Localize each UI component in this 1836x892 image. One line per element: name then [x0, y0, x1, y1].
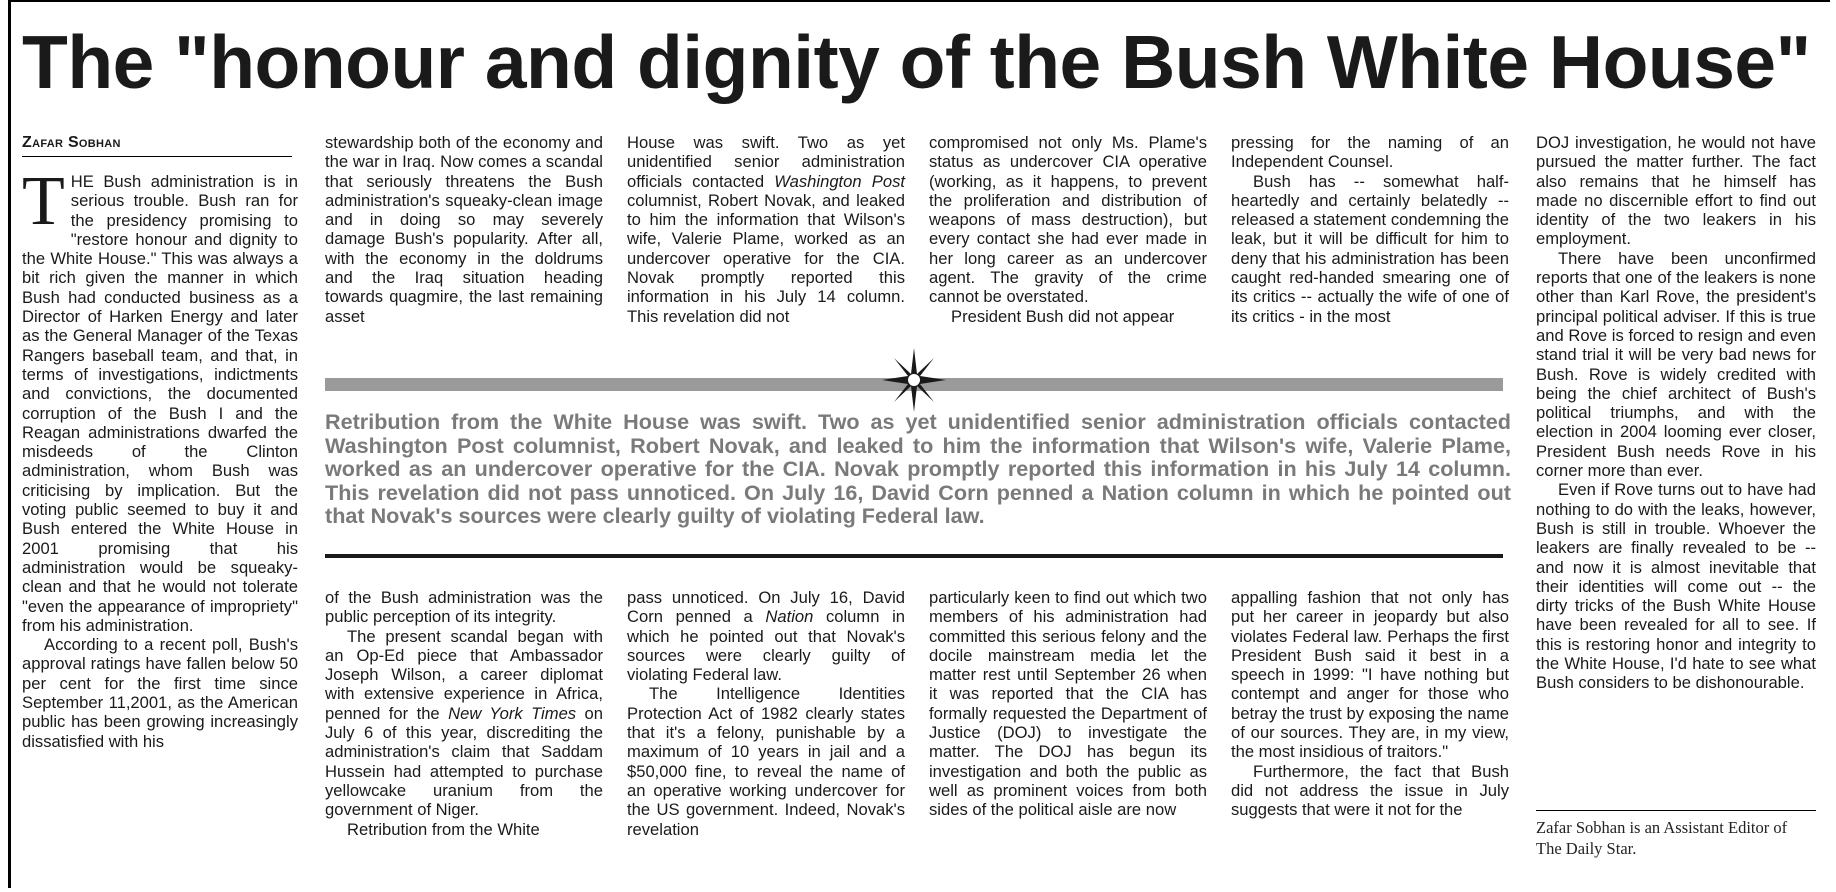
top-border-rule: [10, 0, 1830, 2]
column-5-bottom: [1231, 588, 1509, 820]
article-headline: The "honour and dignity of the Bush White House": [22, 20, 1811, 104]
col2-bottom-paragraph-2: [325, 627, 603, 820]
column-1: [22, 163, 298, 751]
col5-bottom-paragraph-1: appalling fashion that not only has put her career in jeopardy but also violates Federal law. Perhaps the first President Bush said it best in a speech in 1999: "I have nothing but contempt and anger for those who betray the trust by exposing the name of our sources. They are, in my view, the most insidious of traitors.": [1231, 588, 1509, 762]
col2-bottom-italic: New York Times: [448, 703, 577, 723]
col3-top-text: [627, 133, 905, 326]
col2-bottom-paragraph-3: Retribution from the White: [347, 819, 540, 839]
col3-bottom-paragraph-1: [627, 588, 905, 684]
col4-bottom-text: particularly keen to find out which two members of his administration had committed this serious felony and the docile mainstream media let the matter rest until September 26 when it was reported that the CIA has formally requested the Department of Justice (DOJ) to investigate the matter. The DOJ has begun its investigation and both the public as well as prominent voices from both sides of the political aisle are now: [929, 588, 1207, 820]
starburst-ornament-icon: [882, 348, 946, 412]
col2-bottom-p2-a: The present scandal began with an Op-Ed piece that Ambassador Joseph Wilson, a career diplomat with extensive experience in Africa, penned for the: [325, 626, 603, 723]
col3-bottom-paragraph-2: The Intelligence Identities Protection Act of 1982 clearly states that it's a felony, punishable by a maximum of 10 years in jail and a $50,000 fine, to reveal the name of an operative working undercover for the US government. Indeed, Novak's revelation: [627, 684, 905, 839]
drop-cap: T: [22, 163, 65, 240]
col1-paragraph-2: According to a recent poll, Bush's approval ratings have fallen below 50 per cent for the first time since September 11,2001, as the American public has been growing increasingly dissatisfied with his: [22, 635, 298, 751]
col4-top-paragraph-1: compromised not only Ms. Plame's status as undercover CIA operative (working, as it happens, to prevent the proliferation and distribution of weapons of mass destruction), but every contact she had ever made in her long career as an undercover agent. The gravity of the crime cannot be overstated.: [929, 133, 1207, 307]
pullquote-bottom-rule: [325, 554, 1503, 558]
col3-top-text-a: House was swift. Two as yet unidentified senior administration officials contacted: [627, 133, 905, 191]
column-3-top: [627, 133, 905, 326]
column-3-bottom: [627, 588, 905, 839]
column-4-bottom: [929, 588, 1207, 820]
column-4-top: [929, 133, 1207, 326]
col3-top-italic: Washington Post: [774, 171, 905, 191]
col2-top-text: stewardship both of the economy and the war in Iraq. Now comes a scandal that seriously threatens the Bush administration's squeaky-clean image and in doing so may severely damage Bush's popularity. After all, with the economy in the doldrums and the Iraq situation heading towards quagmire, the last remaining asset: [325, 133, 603, 326]
col4-top-paragraph-2: President Bush did not appear: [951, 306, 1175, 326]
col3-bottom-italic: Nation: [765, 607, 814, 627]
col3-top-text-c: columnist, Robert Novak, and leaked to him the information that Wilson's wife, Valerie Plame, worked as an undercover operative for the CIA. Novak promptly reported this information in his July 14 column. This revelation did not: [627, 190, 905, 326]
col2-bottom-p2-c: on July 6 of this year, discrediting the administration's claim that Saddam Hussein had attempted to purchase yellowcake uranium from the government of Niger.: [325, 703, 603, 820]
col6-paragraph-2: There have been unconfirmed reports that one of the leakers is none other than Karl Rove, the president's principal political adviser. If this is true and Rove is forced to resign and even stand trial it will be very bad news for Bush. Rove is widely credited with being the chief architect of Bush's political triumphs, and with the election in 2004 looming ever closer, President Bush needs Rove in his corner more than ever.: [1536, 248, 1816, 481]
col1-p1-text: HE Bush administration is in serious trouble. Bush ran for the presidency promising to "restore honour and dignity to the White House." This was always a bit rich given the manner in which Bush had conducted business as a Director of Harken Energy and later as the General Manager of the Texas Rangers baseball team, and that, in terms of investigations, indictments and convictions, the documented corruption of the Bush I and the Reagan administrations dwarfed the misdeeds of the Clinton administration, whom Bush was criticising by implication. But the voting public seemed to buy it and Bush entered the White House in 2001 promising that his administration would be squeaky-clean and that he would not tolerate "even the appearance of impropriety" from his administration.: [22, 172, 298, 635]
left-border-rule: [8, 0, 11, 888]
column-6: [1536, 133, 1816, 693]
col3-bottom-p1-c: column in which he pointed out that Novak's sources were clearly guilty of violating Federal law.: [627, 607, 905, 685]
column-5-top: [1231, 133, 1509, 326]
col1-paragraph-1: [22, 163, 298, 635]
col6-paragraph-1: DOJ investigation, he would not have pursued the matter further. The fact also remains that he himself has made no discernible effort to find out identity of the two leakers in his employment.: [1536, 133, 1816, 249]
col5-top-paragraph-2: Bush has -- somewhat half-heartedly and certainly belatedly -- released a statement condemning the leak, but it will be difficult for him to deny that his administration has been caught red-handed smearing one of its critics -- actually the wife of one of its critics - in the most: [1231, 171, 1509, 326]
col5-top-paragraph-1: pressing for the naming of an Independent Counsel.: [1231, 133, 1509, 172]
column-2-bottom: [325, 588, 603, 839]
pull-quote: Retribution from the White House was swift. Two as yet unidentified senior administration officials contacted Washington Post columnist, Robert Novak, and leaked to him the information that Wilson's wife, Valerie Plame, worked as an undercover operative for the CIA. Novak promptly reported this information in his July 14 column. This revelation did not pass unnoticed. On July 16, David Corn penned a Nation column in which he pointed out that Novak's sources were clearly guilty of violating Federal law.: [325, 409, 1511, 529]
col5-bottom-paragraph-2: Furthermore, the fact that Bush did not address the issue in July suggests that were it not for the: [1231, 761, 1509, 820]
col6-paragraph-3: Even if Rove turns out to have had nothing to do with the leaks, however, Bush is still in trouble. Whoever the leakers are finally revealed to be -- and now it is almost inevitable that their identities will come out -- the dirty tricks of the Bush White House have been revealed for all to see. If this is restoring honor and integrity to the White House, I'd hate to see what Bush considers to be dishonourable.: [1536, 480, 1816, 693]
author-endnote: Zafar Sobhan is an Assistant Editor of The Daily Star.: [1536, 810, 1816, 859]
author-byline: Zafar Sobhan: [22, 134, 292, 157]
col3-bottom-p1-a: pass unnoticed. On July 16, David Corn penned a: [627, 588, 905, 627]
column-2-top: [325, 133, 603, 326]
col2-bottom-paragraph-1: of the Bush administration was the public perception of its integrity.: [325, 588, 603, 627]
